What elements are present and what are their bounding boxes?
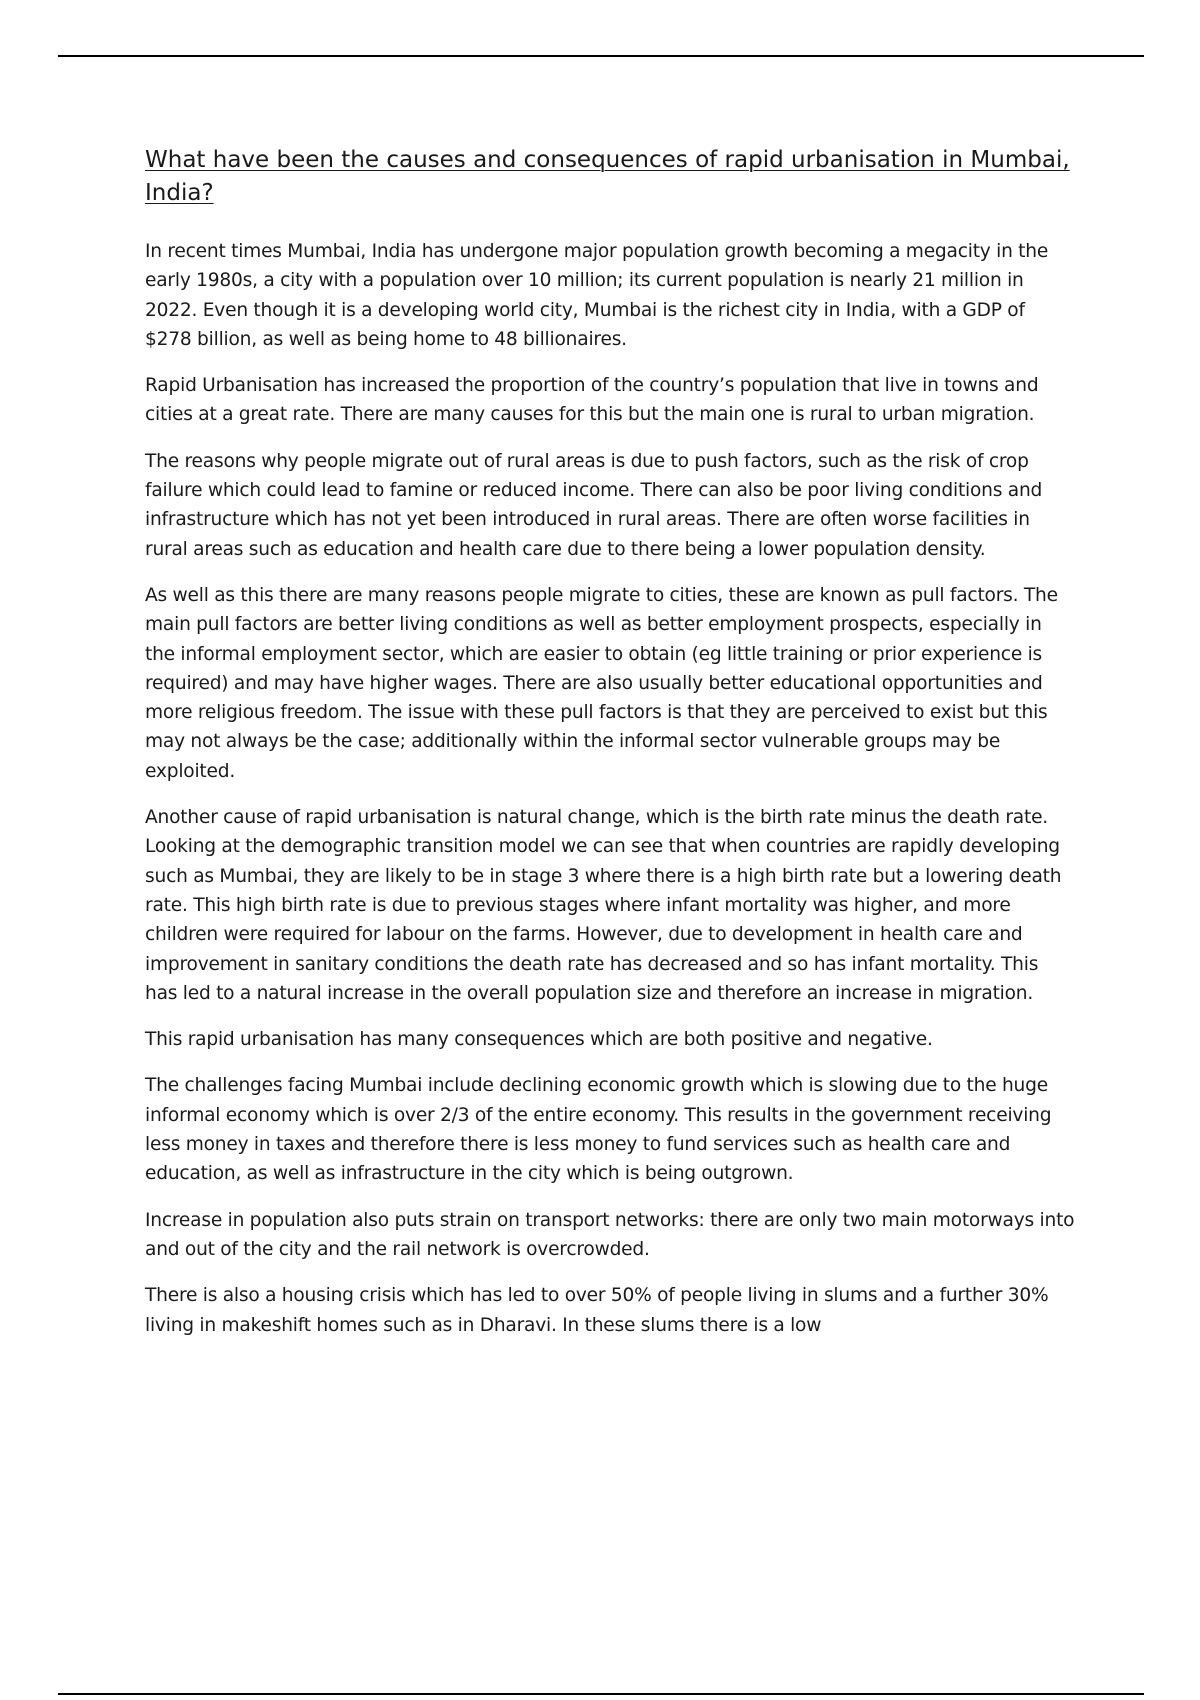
footer-rule <box>58 1693 1144 1695</box>
paragraph-intro: In recent times Mumbai, India has undergone major population growth becoming a megacity in the early 1980s, a city with a population over 10 million; its current population is nearly 21 million in 2022. Even though it is a developing world city, Mumbai is the richest city in India, with a GDP of $278 billion, as well as being home to 48 billionaires. <box>145 241 1049 350</box>
document-body <box>145 144 1075 1357</box>
paragraph-rapid-urbanisation: Rapid Urbanisation has increased the proportion of the country’s population that live in towns and cities at a great rate. There are many causes for this but the main one is rural to urban migration. <box>145 375 1039 426</box>
paragraph-economic-challenges: The challenges facing Mumbai include declining economic growth which is slowing due to the huge informal economy which is over 2/3 of the entire economy. This results in the government receiving less money in taxes and therefore there is less money to fund services such as health care and education, as well as infrastructure in the city which is being outgrown. <box>145 1075 1052 1185</box>
document-title: What have been the causes and consequences of rapid urbanisation in Mumbai, India? <box>145 147 1070 206</box>
paragraph-housing: There is also a housing crisis which has led to over 50% of people living in slums and a further 30% living in makeshift homes such as in Dharavi. In these slums there is a low <box>145 1285 1049 1336</box>
paragraph-transport: Increase in population also puts strain on transport networks: there are only two main motorways into and out of the city and the rail network is overcrowded. <box>145 1209 1075 1260</box>
paragraph-consequences: This rapid urbanisation has many consequences which are both positive and negative. <box>145 1029 933 1051</box>
paragraph-pull-factors: As well as this there are many reasons people migrate to cities, these are known as pull factors. The main pull factors are better living conditions as well as better employment prospects, especially in the informal employment sector, which are easier to obtain (eg little training or prior experience is required) and may have higher wages. There are also usually better educational opportunities and more religious freedom. The issue with these pull factors is that they are perceived to exist but this may not always be the case; additionally within the informal sector vulnerable groups may be exploited. <box>145 584 1058 782</box>
paragraph-push-factors: The reasons why people migrate out of rural areas is due to push factors, such as the risk of crop failure which could lead to famine or reduced income. There can also be poor living conditions and infrastructure which has not yet been introduced in rural areas. There are often worse facilities in rural areas such as education and health care due to there being a lower population density. <box>145 450 1043 560</box>
header-rule <box>58 55 1144 57</box>
paragraph-natural-change: Another cause of rapid urbanisation is natural change, which is the birth rate minus the death rate. Looking at the demographic transition model we can see that when countries are rapidly developing such as Mumbai, they are likely to be in stage 3 where there is a high birth rate but a lowering death rate. This high birth rate is due to previous stages where infant mortality was higher, and more children were required for labour on the farms. However, due to development in health care and improvement in sanitary conditions the death rate has decreased and so has infant mortality. This has led to a natural increase in the overall population size and therefore an increase in migration. <box>145 807 1062 1004</box>
